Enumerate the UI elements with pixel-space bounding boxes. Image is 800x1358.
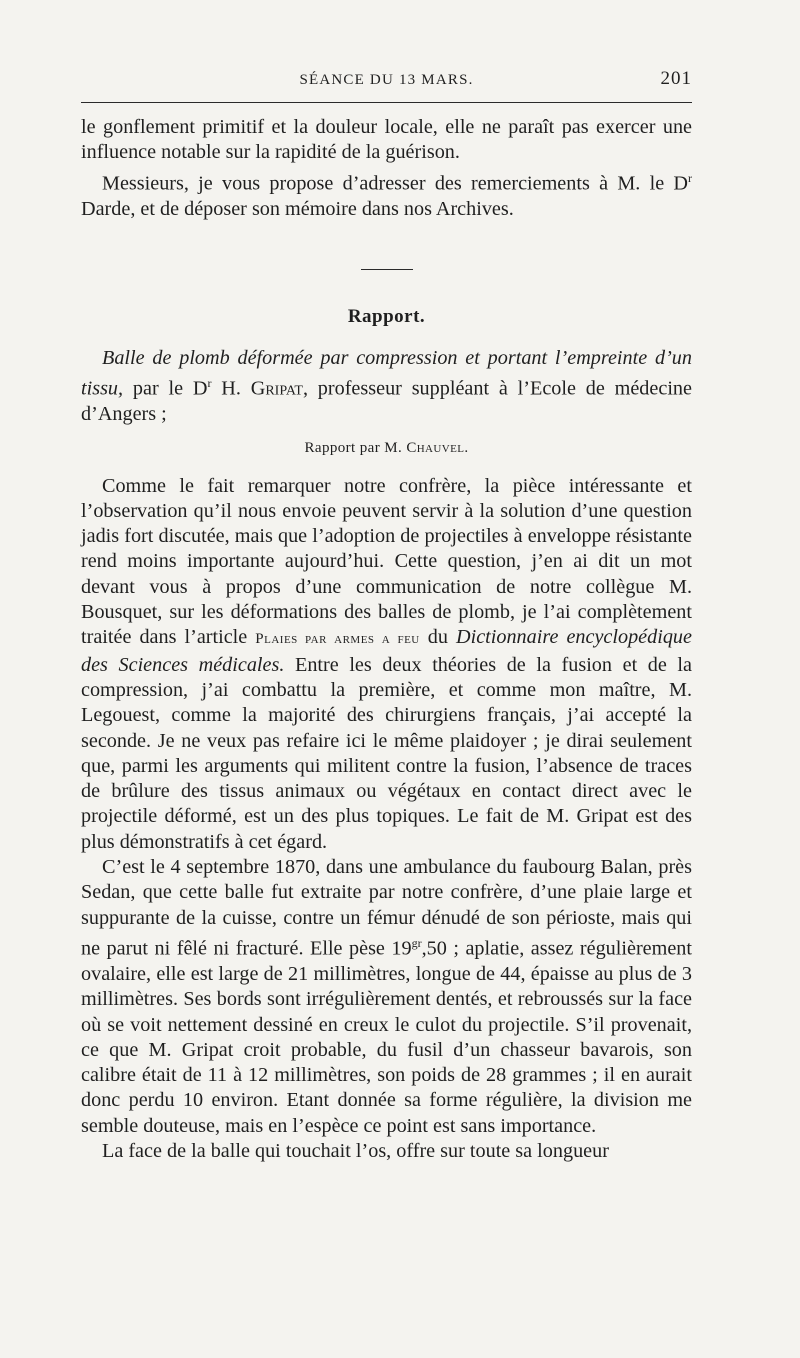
report-byline: Rapport par M. Chauvel. [304, 439, 469, 456]
body-paragraph-2: C’est le 4 septembre 1870, dans une ambulance du faubourg Balan, près Sedan, que cette balle fut extraite par notre confrère, d’une plaie large et suppurante de la cuisse, contre un fémur dénudé de son périoste, mais qui ne parut ni fêlé ni fracturé. Elle pèse $19^{gr},50$ ; aplatie, assez régulièrement ovalaire, elle est large de 21 millimètres, longue de 44, épaisse au plus de 3 millimètres. Ses bords sont irrégulièrement dentés, et rebroussés sur la face où se voit nettement dessiné en creux le culot du projectile. S’il provenait, ce que M. Gripat croit probable, du fusil d’un chasseur bavarois, son calibre était de 11 à 12 millimètres, son poids de 28 grammes ; il en aurait donc perdu 10 environ. Etant donnée sa forme régulière, la division me semble douteuse, mais en l’espèce ce point est sans importance. [81, 856, 692, 1137]
body-paragraph-1: Comme le fait remarquer notre confrère, la pièce intéressante et l’observation qu’il nous envoie peuvent servir à la solution d’une question jadis fort discutée, mais que l’adoption de projectiles à enveloppe résistante rend moins importante aujourd’hui. Cette question, j’en ai dit un mot devant vous à propos d’une communication de notre collègue M. Bousquet, sur les déformations des balles de plomb, je l’ai complètement traitée dans l’article Plaies par armes a feu du Dictionnaire encyclopédique des Sciences médicales. Entre les deux théories de la fusion et de la compression, j’ai combattu la première, et comme mon maître, M. Legouest, comme la majorité des chirurgiens français, j’ai accepté la seconde. Je ne veux pas refaire ici le même plaidoyer ; je dirai seulement que, parmi les arguments qui militent contre la fusion, l’absence de traces de brûlure des tissus animaux ou végétaux en contact direct avec le projectile déformé, est un des plus topiques. Le fait de M. Gripat est des plus démonstratifs à cet égard. [81, 474, 693, 853]
running-head [81, 64, 692, 92]
article-title: Plaies par armes a feu [255, 631, 420, 648]
section-heading: Rapport. [347, 305, 426, 327]
author-name: Gripat [250, 377, 303, 400]
proposal-paragraph: Messieurs, je vous propose d’adresser des remerciements à M. le $D^r$ Darde, et de déposer son mémoire dans nos Archives. [81, 170, 692, 220]
section-separator [361, 269, 413, 270]
reporter-name: Chauvel [406, 439, 465, 456]
body-paragraph-3: La face de la balle qui touchait l’os, offre sur toute sa longueur [102, 1140, 609, 1162]
intro-paragraph: le gonflement primitif et la douleur locale, elle ne paraît pas exercer une influence notable sur la rapidité de la guérison. [81, 116, 692, 164]
page-number: 201 [660, 68, 692, 89]
page [81, 64, 692, 1164]
dictionary-title: Dictionnaire encyclopédique des Sciences médicales. [81, 626, 692, 676]
running-title: SÉANCE DU 13 MARS. [299, 72, 474, 88]
header-rule [81, 102, 692, 103]
subject-title: Balle de plomb déformée par compression et portant l’empreinte d’un tissu, [81, 346, 692, 400]
report-subject: Balle de plomb déformée par compression et portant l’empreinte d’un tissu, par le $D^r$ H. Gripat, professeur suppléant à l’Ecole de médecine d’Angers ; [81, 346, 692, 426]
